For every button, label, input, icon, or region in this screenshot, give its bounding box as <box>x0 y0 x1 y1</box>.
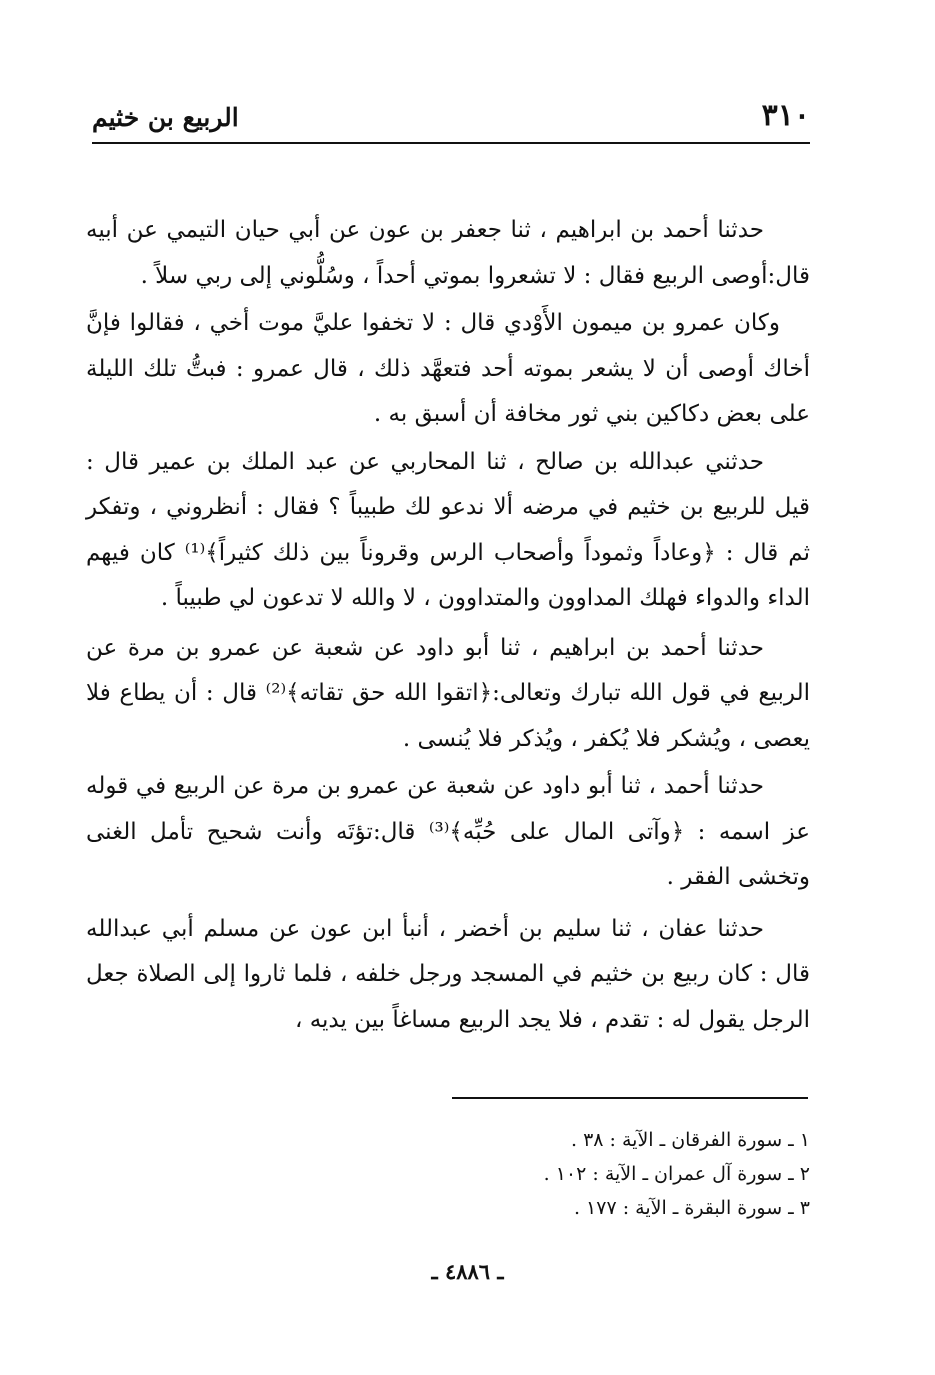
footnote: ١ ـ سورة الفرقان ـ الآية : ٣٨ . <box>571 1129 810 1151</box>
main-text <box>86 208 810 1045</box>
paragraph: حدثنا أحمد ، ثنا أبو داود عن شعبة عن عمرو بن مرة عن الربيع في قوله عز اسمه : ﴿وآتى المال على حُبِّه﴾⁽³⁾ قال:تؤتَه وأنت شحيح تأمل الغنى وتخشى الفقر . <box>86 773 811 890</box>
print-page-number: ـ ٤٨٨٦ ـ <box>431 1259 504 1284</box>
page-header <box>92 96 810 144</box>
footnote: ٢ ـ سورة آل عمران ـ الآية : ١٠٢ . <box>543 1163 810 1185</box>
footnote: ٣ ـ سورة البقرة ـ الآية : ١٧٧ . <box>573 1197 810 1219</box>
footnote-divider <box>452 1097 808 1099</box>
paragraph: وكان عمرو بن ميمون الأَوْدي قال : لا تخفوا عليَّ موت أخي ، فقالوا فإنَّ أخاك أوصى أن لا يشعر بموته أحد فتعهَّد ذلك ، قال عمرو : فبتُّ تلك الليلة على بعض دكاكين بني ثور مخافة أن أسبق به . <box>86 310 810 427</box>
page-number: ٣١٠ <box>761 98 810 133</box>
paragraph: حدثنا عفان ، ثنا سليم بن أخضر ، أنبأ ابن عون عن مسلم أبي عبدالله قال : كان ربيع بن خثيم في المسجد ورجل خلفه ، فلما ثاروا إلى الصلاة جعل الرجل يقول له : تقدم ، فلا يجد الربيع مساغاً بين يديه ، <box>86 915 810 1033</box>
running-title: الربيع بن خثيم <box>92 103 239 132</box>
footnotes-list <box>410 1123 810 1225</box>
paragraph: حدثنا أحمد بن ابراهيم ، ثنا جعفر بن عون عن أبي حيان التيمي عن أبيه قال:أوصى الربيع فقال : لا تشعروا بموتي أحداً ، وسُلُّوني إلى ربي سلاً . <box>86 217 810 289</box>
paragraph: حدثني عبدالله بن صالح ، ثنا المحاربي عن عبد الملك بن عمير قال : قيل للربيع بن خثيم في مرضه ألا ندعو لك طبيباً ؟ فقال : أنظروني ، وتفكر ثم قال : ﴿وعاداً وثموداً وأصحاب الرس وقروناً بين ذلك كثيراً﴾⁽¹⁾ كان فيهم الداء والدواء فهلك المداوون والمتداوون ، لا والله لا تدعون لي طبيباً . <box>86 448 810 611</box>
paragraph: حدثنا أحمد بن ابراهيم ، ثنا أبو داود عن شعبة عن عمرو بن مرة عن الربيع في قول الله تبارك وتعالى:﴿اتقوا الله حق تقاته﴾⁽²⁾ قال : أن يطاع فلا يعصى ، ويُشكر فلا يُكفر ، ويُذكر فلا يُنسى . <box>86 634 810 752</box>
